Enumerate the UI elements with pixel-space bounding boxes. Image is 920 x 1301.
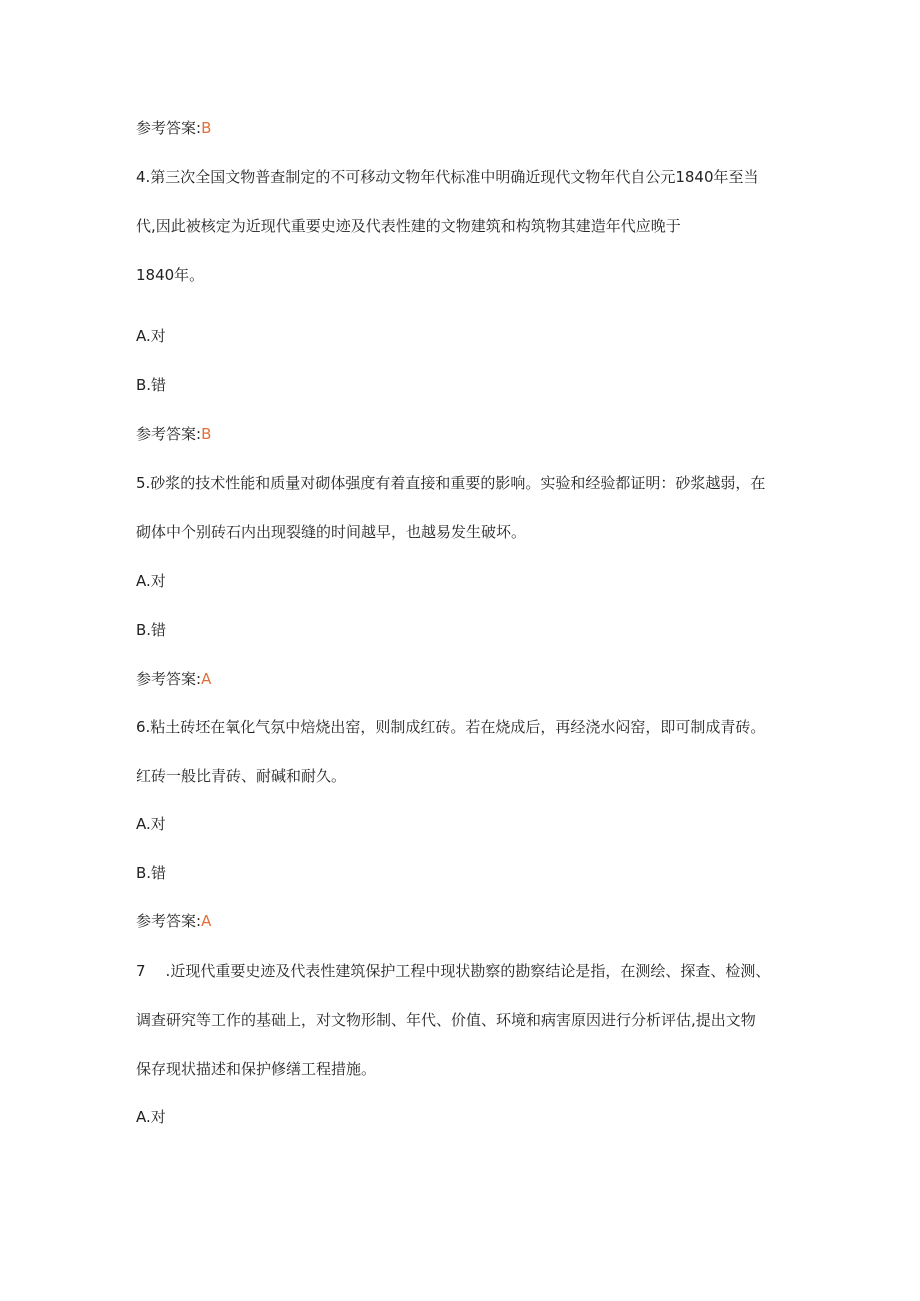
q7-option-a: A.对 [136,1108,166,1126]
q7-line-1-text: .近现代重要史迹及代表性建筑保护工程中现状勘察的勘察结论是指，在测绘、探查、检测、 [165,962,771,980]
q4-answer-label: 参考答案: [136,425,202,443]
q7-text-line-3: 保存现状描述和保护修缮工程措施。 [136,1060,377,1078]
q4-text-line-3: 1840年。 [136,266,205,284]
q4-text-line-1: 4.第三次全国文物普查制定的不可移动文物年代标准中明确近现代文物年代自公元1840年至当 [136,168,759,186]
prev-answer [136,118,796,138]
q5-answer-letter: A [201,670,212,688]
q7-text-line-2: 调查研究等工作的基础上，对文物形制、年代、价值、环境和病害原因进行分析评估,提出文物 [136,1011,756,1029]
q4-answer-letter: B [201,425,212,443]
q5-answer [136,669,796,689]
q5-answer-label: 参考答案: [136,670,202,688]
q6-answer-letter: A [201,912,212,930]
q6-answer [136,911,796,931]
q5-option-b: B.错 [136,621,167,639]
q6-option-a: A.对 [136,815,166,833]
q6-option-b: B.错 [136,864,167,882]
q7-number: 7 [136,962,146,980]
q4-option-a: A.对 [136,327,166,345]
q6-answer-label: 参考答案: [136,912,202,930]
q5-option-a: A.对 [136,572,166,590]
prev-answer-letter: B [201,119,212,137]
q5-text-line-2: 砌体中个别砖石内出现裂缝的时间越早，也越易发生破坏。 [136,523,527,541]
q5-text-line-1: 5.砂浆的技术性能和质量对砌体强度有着直接和重要的影响。实验和经验都证明：砂浆越弱，在 [136,474,766,492]
q7-text-line-1 [136,961,796,981]
q4-answer [136,424,796,444]
q6-text-line-1: 6.粘土砖坯在氧化气氛中焙烧出窑，则制成红砖。若在烧成后，再经浇水闷窑，即可制成青砖。 [136,718,766,736]
q4-option-b: B.错 [136,376,167,394]
q4-text-line-2: 代,因此被核定为近现代重要史迹及代表性建的文物建筑和构筑物其建造年代应晚于 [136,217,681,235]
prev-answer-label: 参考答案: [136,119,202,137]
q6-text-line-2: 红砖一般比青砖、耐碱和耐久。 [136,767,347,785]
